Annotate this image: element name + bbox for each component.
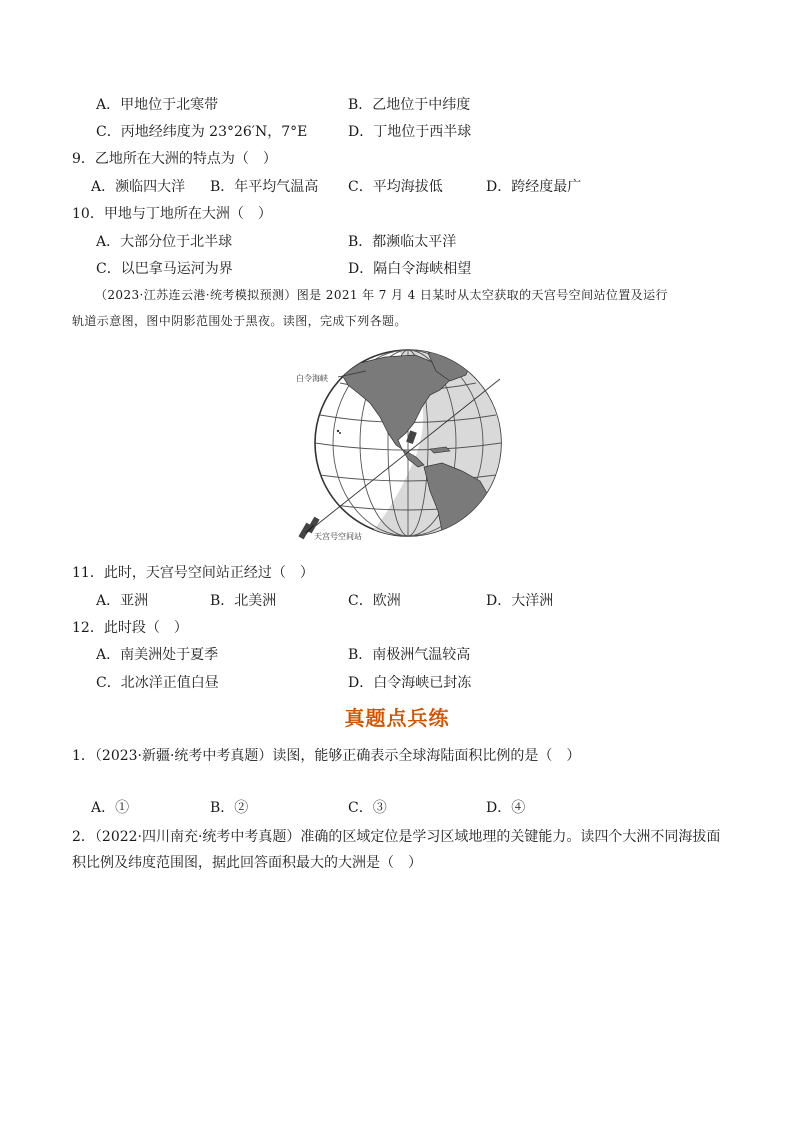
q9-option-b: B．年平均气温高 xyxy=(210,179,319,195)
z1-option-a: A．① xyxy=(91,800,130,816)
q9-option-c: C．平均海拔低 xyxy=(348,179,443,195)
q12-stem: 12．此时段（ ） xyxy=(72,620,188,636)
z1-option-b: B．② xyxy=(210,800,249,816)
q8-option-d: D．丁地位于西半球 xyxy=(348,124,472,140)
station-label: 天宫号空间站 xyxy=(314,532,362,541)
q9-option-a: A．濒临四大洋 xyxy=(91,179,186,195)
z1-option-d: D．④ xyxy=(486,800,526,816)
q11-stem: 11．此时，天宫号空间站正经过（ ） xyxy=(72,565,314,581)
q10-option-c: C．以巴拿马运河为界 xyxy=(96,261,233,277)
q12-option-d: D．白令海峡已封冻 xyxy=(348,675,472,691)
z2-line-1: 2．（2022·四川南充·统考中考真题）准确的区域定位是学习区域地理的关键能力。读四个大洲不同海拔面 xyxy=(72,829,721,845)
z2-line-2: 积比例及纬度范围图，据此回答面积最大的大洲是（ ） xyxy=(72,855,422,871)
q11-option-d: D．大洋洲 xyxy=(486,593,554,609)
q12-option-b: B．南极洲气温较高 xyxy=(348,647,471,663)
q8-option-b: B．乙地位于中纬度 xyxy=(348,97,471,113)
q10-option-b: B．都濒临太平洋 xyxy=(348,234,457,250)
q9-option-d: D．跨经度最广 xyxy=(486,179,582,195)
z1-stem: 1．（2023·新疆·统考中考真题）读图，能够正确表示全球海陆面积比例的是（ ） xyxy=(72,748,581,764)
section-title: 真题点兵练 xyxy=(344,706,450,730)
q12-option-c: C．北冰洋正值白昼 xyxy=(96,675,219,691)
q12-option-a: A．南美洲处于夏季 xyxy=(96,647,219,663)
q11-option-b: B．北美洲 xyxy=(210,593,277,609)
q9-stem: 9．乙地所在大洲的特点为（ ） xyxy=(72,151,277,167)
q10-option-a: A．大部分位于北半球 xyxy=(96,234,233,250)
q10-stem: 10．甲地与丁地所在大洲（ ） xyxy=(72,206,272,222)
globe-figure xyxy=(290,345,510,555)
passage-line-2: 轨道示意图，图中阴影范围处于黑夜。读图，完成下列各题。 xyxy=(72,314,407,328)
q8-option-c: C．丙地经纬度为 23°26′N，7°E xyxy=(96,124,308,140)
q11-option-a: A．亚洲 xyxy=(96,593,149,609)
strait-label: 白令海峡 xyxy=(296,374,328,383)
passage-line-1: （2023·江苏连云港·统考模拟预测）图是 2021 年 7 月 4 日某时从太空获取的天宫号空间站位置及运行 xyxy=(95,288,668,302)
z1-option-c: C．③ xyxy=(348,800,387,816)
q8-option-a: A．甲地位于北寒带 xyxy=(96,97,219,113)
q11-option-c: C．欧洲 xyxy=(348,593,401,609)
q10-option-d: D．隔白令海峡相望 xyxy=(348,261,472,277)
